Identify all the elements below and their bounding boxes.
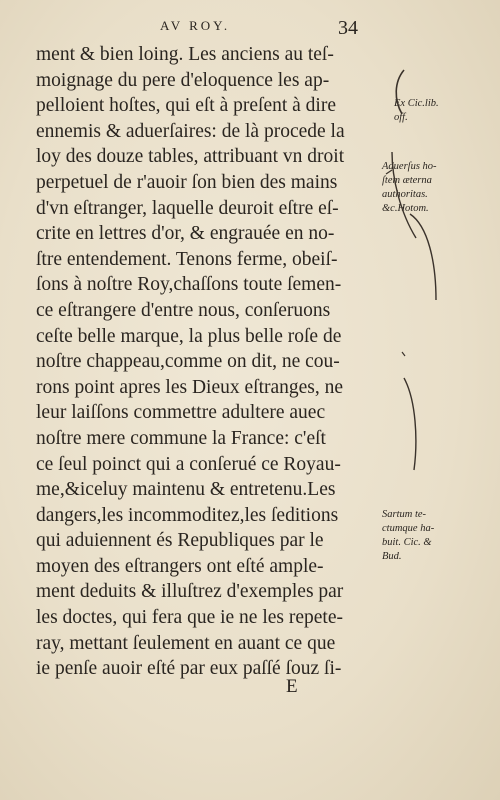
margin-note-line: buit. Cic. & [382,537,432,548]
margin-note-line: Aduerſus ho- [382,161,437,172]
text-line: ceſte belle marque, la plus belle roſe de [36,325,342,347]
text-line: d'vn eſtranger, laquelle deuroit eſtre eſ- [36,197,339,219]
text-line: dangers,les incommoditez,les ſeditions [36,504,339,526]
text-line: ment deduits & illuſtrez d'exemples par [36,581,344,603]
text-line: ce ſeul poinct qui a conſerué ce Royau- [36,453,341,475]
margin-note-line: ctumque ha- [382,523,435,534]
text-line: ce eſtrangere d'entre nous, conſeruons [36,299,331,321]
text-line: ſons à noſtre Roy,chaſſons toute ſemen- [36,274,342,296]
text-line: ment & bien loing. Les anciens au teſ- [36,44,334,65]
margin-note-line: Sartum te- [382,509,427,520]
bracket-mark [402,352,405,356]
bracket-mark [410,214,436,300]
text-line: ray, mettant ſeulement en auant ce que [36,632,336,654]
margin-note-line: ſtem æterna [382,175,432,186]
bracket-mark [396,70,404,114]
text-line: ie penſe auoir eſté par eux paſſé ſouz ſi- [36,658,342,680]
text-line: moignage du pere d'eloquence les ap- [36,69,330,91]
text-line: rons point apres les Dieux eſtranges, ne [36,376,344,398]
text-line: perpetuel de r'auoir ſon bien des mains [36,171,338,193]
margin-note-line: authoritas. [382,189,428,200]
text-line: moyen des eſtrangers ont eſté ample- [36,555,324,577]
signature-mark: E [286,676,298,697]
margin-note-line: &c.Hotom. [382,203,429,214]
margin-note-line: Ex Cic.lib. [394,98,439,109]
bracket-mark [386,170,392,174]
bracket-mark [392,152,416,238]
text-line: me,&iceluy maintenu & entretenu.Les [36,479,336,501]
text-line: noſtre mere commune la France: c'eſt [36,427,326,449]
text-line: loy des douze tables, attribuant vn droit [36,146,345,168]
text-line: noſtre chappeau,comme on dit, ne cou- [36,351,340,373]
margin-note-line: off. [394,112,408,123]
margin-note-line: Bud. [382,551,402,562]
text-line: crite en lettres d'or, & engrauée en no- [36,223,335,245]
text-line: les doctes, qui fera que ie ne les repete- [36,607,343,629]
text-line: leur laiſſons commettre adultere auec [36,402,326,424]
text-line: ennemis & aduerſaires: de là procede la [36,120,345,142]
text-line: pelloient hoſtes, qui eſt à preſent à dire [36,95,336,117]
text-line: ſtre entendement. Tenons ferme, obeiſ- [36,248,338,270]
bracket-mark [404,378,416,470]
running-head: AV ROY. [160,18,231,33]
text-line: qui aduiennent és Republiques par le [36,530,324,552]
page-number: 34 [338,17,358,39]
